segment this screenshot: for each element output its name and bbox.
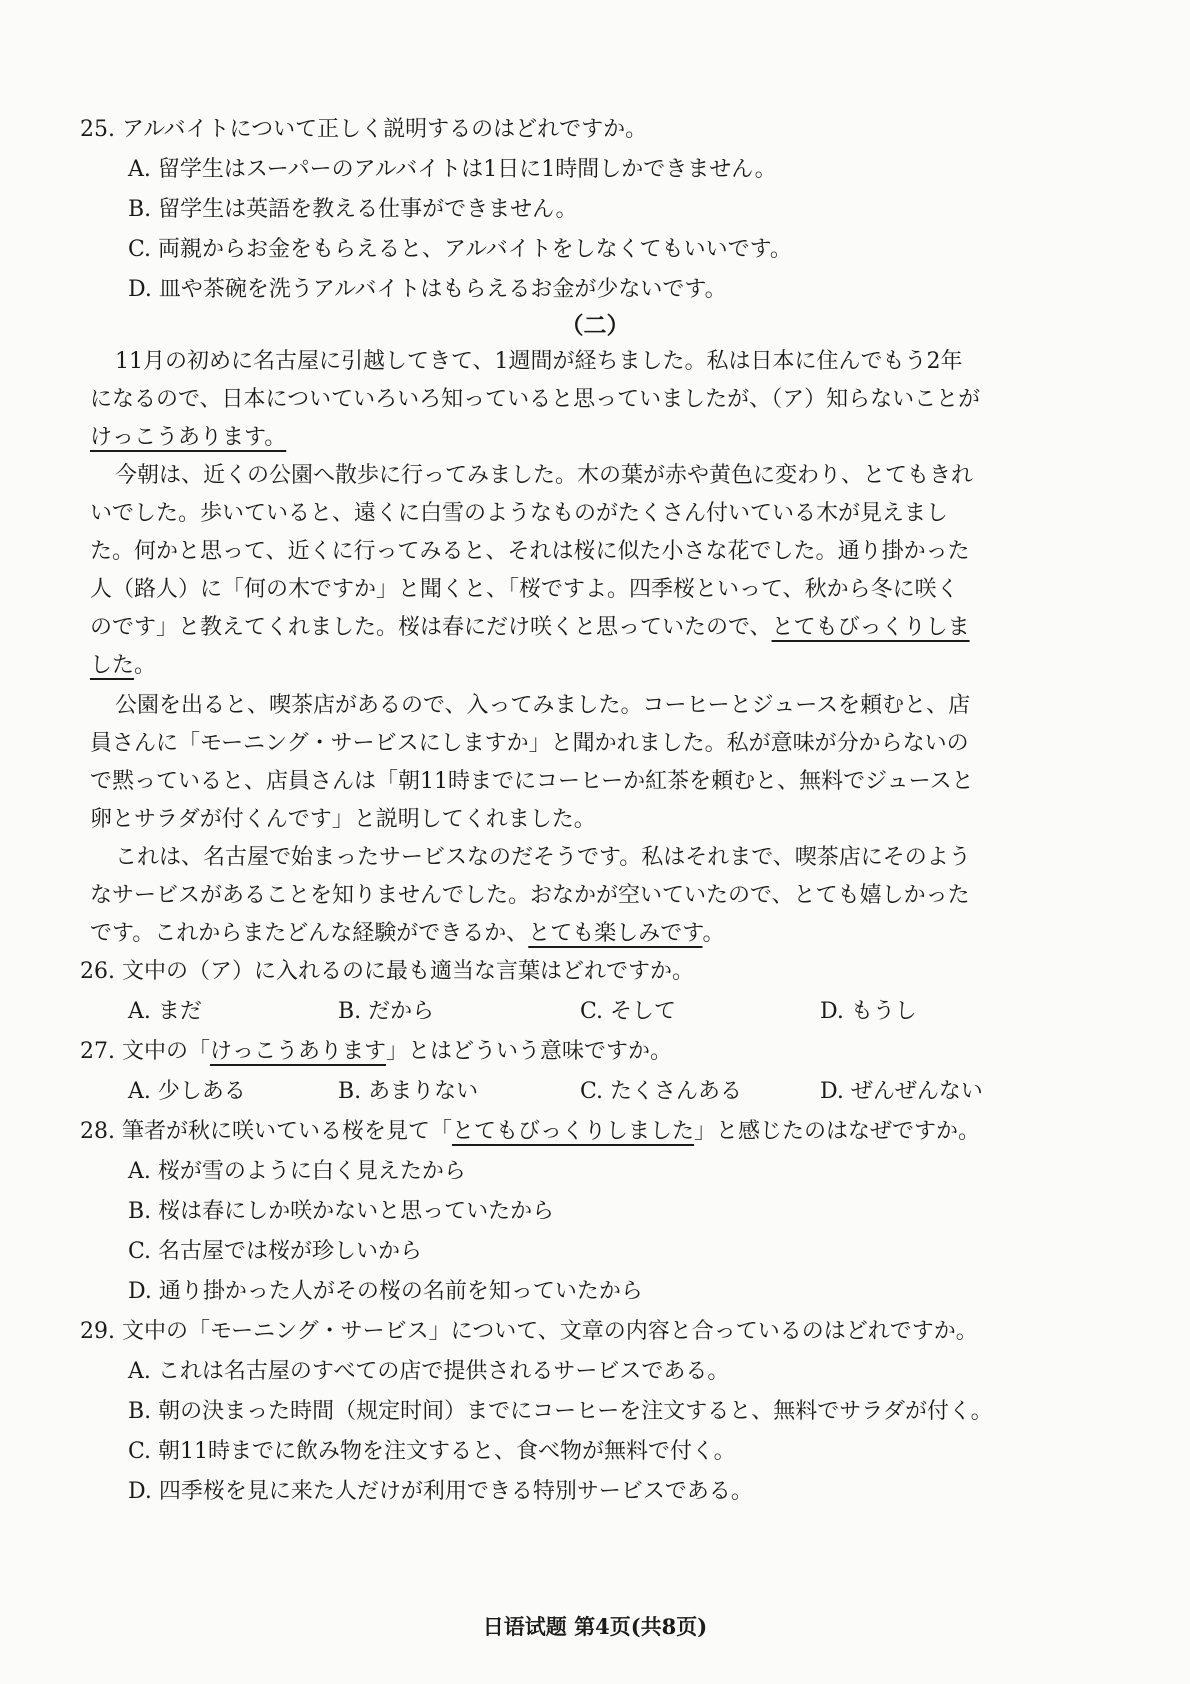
q27-stem-text: 」とはどういう意味ですか。 — [386, 1039, 673, 1064]
passage-line: になるので、日本についていろいろ知っていると思っていましたが、（ア）知らないことが — [90, 387, 981, 412]
q26-option-a: A. まだ — [128, 999, 202, 1024]
q28-option-d: D. 通り掛かった人がその桜の名前を知っていたから — [128, 1279, 643, 1304]
q26-options — [0, 996, 1190, 1028]
underlined-phrase: した — [90, 653, 135, 678]
passage-line: た。何かと思って、近くに行ってみると、それは桜に似た小さな花でした。通り掛かった — [90, 539, 970, 564]
q27-stem — [80, 1036, 672, 1068]
passage-line — [90, 422, 286, 454]
q25-option-c: C. 両親からお金をもらえると、アルバイトをしなくてもいいです。 — [128, 237, 792, 262]
q27-option-c: C. たくさんある — [580, 1079, 743, 1104]
q26-option-b: B. だから — [338, 999, 435, 1024]
underlined-phrase: とても楽しみです — [528, 921, 703, 946]
passage-line: なサービスがあることを知りませんでした。おなかが空いていたので、とても嬉しかった — [90, 883, 970, 908]
underlined-phrase: けっこうあります。 — [90, 425, 287, 450]
q27-stem-text: 27. 文中の「 — [80, 1039, 210, 1064]
passage-text: のです」と教えてくれました。桜は春にだけ咲くと思っていたので、 — [90, 615, 772, 640]
q29-option-b: B. 朝の決まった時間（规定时间）までにコーヒーを注文すると、無料でサラダが付く。 — [128, 1399, 993, 1424]
q28-stem-text: 」と感じたのはなぜですか。 — [694, 1119, 981, 1144]
underlined-phrase: とてもびっくりしました — [451, 1119, 694, 1144]
section-heading: （二） — [560, 312, 630, 339]
page-footer: 日语试题 第4页(共8页) — [482, 1614, 708, 1639]
q28-option-b: B. 桜は春にしか咲かないと思っていたから — [128, 1199, 555, 1224]
q25-option-d: D. 皿や茶碗を洗うアルバイトはもらえるお金が少ないです。 — [128, 277, 727, 302]
q28-option-c: C. 名古屋では桜が珍しいから — [128, 1239, 423, 1264]
passage-text: 。 — [134, 653, 157, 678]
passage-line: 今朝は、近くの公園へ散歩に行ってみました。木の葉が赤や黄色に変わり、とてもきれ — [115, 463, 974, 488]
q25-option-b: B. 留学生は英語を教える仕事ができません。 — [128, 197, 578, 222]
underlined-phrase: けっこうあります — [209, 1039, 386, 1064]
passage-line — [90, 918, 725, 950]
passage-line — [90, 650, 156, 682]
q29-option-c: C. 朝11時までに飲み物を注文すると、食べ物が無料で付く。 — [128, 1439, 736, 1464]
passage-line: 公園を出ると、喫茶店があるので、入ってみました。コーヒーとジュースを頼むと、店 — [115, 693, 971, 718]
q28-option-a: A. 桜が雪のように白く見えたから — [128, 1159, 466, 1184]
q29-option-d: D. 四季桜を見に来た人だけが利用できる特別サービスである。 — [128, 1479, 753, 1504]
q27-option-d: D. ぜんぜんない — [820, 1079, 983, 1104]
q27-options — [0, 1076, 1190, 1108]
passage-line: で黙っていると、店員さんは「朝11時までにコーヒーか紅茶を頼むと、無料でジュースと — [90, 769, 974, 794]
passage-line: これは、名古屋で始まったサービスなのだそうです。私はそれまで、喫茶店にそのよう — [115, 845, 971, 870]
q26-option-c: C. そして — [580, 999, 677, 1024]
passage-line: 員さんに「モーニング・サービスにしますか」と聞かれました。私が意味が分からないの — [90, 731, 969, 756]
passage-line: 11月の初めに名古屋に引越してきて、1週間が経ちました。私は日本に住んでもう2年 — [115, 349, 963, 374]
q25-option-a: A. 留学生はスーパーのアルバイトは1日に1時間しかできません。 — [128, 157, 777, 182]
q26-stem: 26. 文中の（ア）に入れるのに最も適当な言葉はどれですか。 — [80, 959, 694, 984]
q27-option-a: A. 少しある — [128, 1079, 246, 1104]
q29-option-a: A. これは名古屋のすべての店で提供されるサービスである。 — [128, 1359, 730, 1384]
passage-text: 。 — [702, 921, 725, 946]
passage-line: 人（路人）に「何の木ですか」と聞くと、「桜ですよ。四季桜といって、秋から冬に咲く — [90, 577, 959, 602]
underlined-phrase: とてもびっくりしま — [771, 615, 970, 640]
q27-option-b: B. あまりない — [338, 1079, 479, 1104]
passage-line: 卵とサラダが付くんです」と説明してくれました。 — [90, 807, 596, 832]
q28-stem-text: 28. 筆者が秋に咲いている桜を見て「 — [80, 1119, 452, 1144]
passage-line: いでした。歩いていると、遠くに白雪のようなものがたくさん付いている木が見えまし — [90, 501, 949, 526]
passage-line — [90, 612, 970, 644]
q25-stem: 25. アルバイトについて正しく説明するのはどれですか。 — [80, 117, 648, 142]
q29-stem: 29. 文中の「モーニング・サービス」について、文章の内容と合っているのはどれですか。 — [80, 1319, 978, 1344]
q28-stem — [80, 1116, 980, 1148]
q26-option-d: D. もうし — [820, 999, 917, 1024]
passage-text: です。これからまたどんな経験ができるか、 — [90, 921, 529, 946]
